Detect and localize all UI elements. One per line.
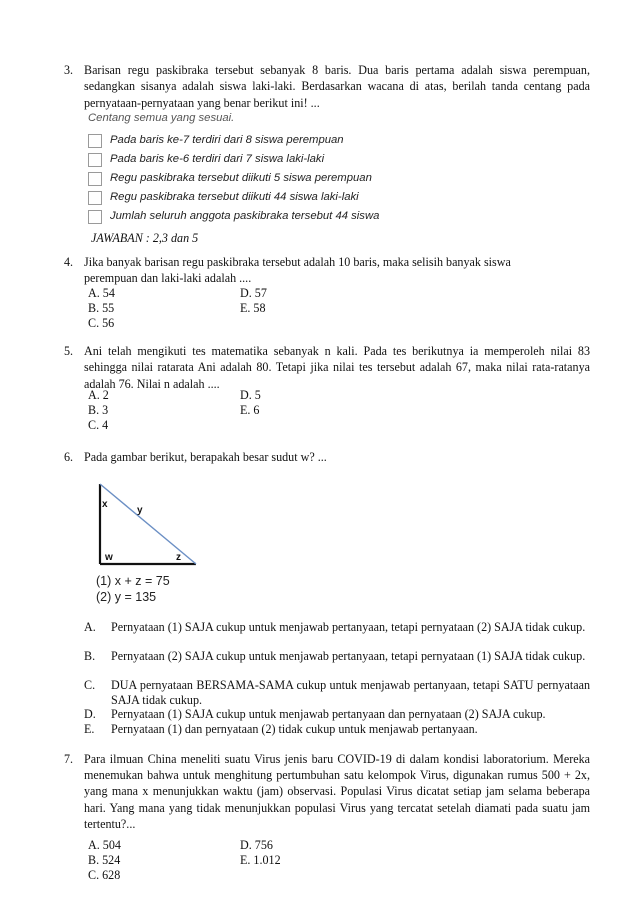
checkbox-icon[interactable] <box>88 153 102 167</box>
option-text: DUA pernyataan BERSAMA-SAMA cukup untuk menjawab pertanyaan, tetapi SATU pernyataan SAJA tidak cukup. <box>111 678 590 707</box>
checkbox-icon[interactable] <box>88 134 102 148</box>
q5-number: 5. <box>64 344 74 358</box>
option-letter: A. <box>84 620 96 634</box>
q7-option-d[interactable]: D. 756 <box>240 838 273 852</box>
q3-option-label: Pada baris ke-7 terdiri dari 8 siswa perempuan <box>110 134 344 146</box>
q6-number: 6. <box>64 450 74 464</box>
q3-text: Barisan regu paskibraka tersebut sebanyak 8 baris. Dua baris pertama adalah siswa perempuan, sedangkan sisanya adalah siswa laki-laki. Berdasarkan wacana di atas, berilah tanda centang pada pernyataan-pernyataan yang benar berikut ini! ... <box>84 63 590 110</box>
option-text: Pernyataan (2) SAJA cukup untuk menjawab pertanyaan, tetapi pernyataan (1) SAJA tidak cukup. <box>111 649 586 663</box>
q4-option-e[interactable]: E. 58 <box>240 301 266 315</box>
q7-option-a[interactable]: A. 504 <box>88 838 121 852</box>
q5-option-d[interactable]: D. 5 <box>240 388 261 402</box>
q6-text: Pada gambar berikut, berapakah besar sudut w? ... <box>84 450 327 464</box>
option-text: Pernyataan (1) dan pernyataan (2) tidak cukup untuk menjawab pertanyaan. <box>111 722 478 736</box>
option-letter: B. <box>84 649 96 663</box>
q5-text: Ani telah mengikuti tes matematika sebanyak n kali. Pada tes berikutnya ia memperoleh nilai 83 sehingga nilai ratarata Ani adalah 80. Tetapi jika nilai tes tersebut adalah 67, maka nilai rata-ratanya adalah 76. Nilai n adalah .... <box>84 344 590 391</box>
option-text: Pernyataan (1) SAJA cukup untuk menjawab pertanyaan, tetapi pernyataan (2) SAJA tidak cukup. <box>111 620 586 634</box>
q7-text: Para ilmuan China meneliti suatu Virus jenis baru COVID-19 di dalam kondisi laboratorium. Mereka menemukan bahwa untuk menghitung pertumbuhan satu kelompok Virus, digunakan rumus 500 + 2x, yang mana x menunjukkan waktu (jam) observasi. Populasi Virus dicatat setiap jam selama beberapa hari. Yang mana yang tidak menunjukkan populasi Virus yang tercatat setelah diamati pada suatu jam tertentu?... <box>84 752 590 831</box>
checkbox-icon[interactable] <box>88 191 102 205</box>
q7-number: 7. <box>64 752 74 766</box>
q4-option-c[interactable]: C. 56 <box>88 316 115 330</box>
q3-instruction: Centang semua yang sesuai. <box>88 112 235 124</box>
q7-option-b[interactable]: B. 524 <box>88 853 121 867</box>
q4-number: 4. <box>64 255 74 269</box>
q6-option-b[interactable] <box>84 649 590 679</box>
q4-option-b[interactable]: B. 55 <box>88 301 115 315</box>
q5-option-e[interactable]: E. 6 <box>240 403 260 417</box>
label-x: x <box>102 499 108 510</box>
q3-number: 3. <box>64 63 74 77</box>
q6-option-e[interactable] <box>84 722 590 738</box>
q3-option-label: Jumlah seluruh anggota paskibraka tersebut 44 siswa <box>110 210 380 222</box>
option-text: Pernyataan (1) SAJA cukup untuk menjawab pertanyaan dan pernyataan (2) SAJA cukup. <box>111 707 546 721</box>
q7-option-e[interactable]: E. 1.012 <box>240 853 281 867</box>
option-letter: C. <box>84 678 96 692</box>
q3-option-label: Regu paskibraka tersebut diikuti 5 siswa perempuan <box>110 172 372 184</box>
checkbox-icon[interactable] <box>88 210 102 224</box>
q5-option-a[interactable]: A. 2 <box>88 388 109 402</box>
q6-option-d[interactable] <box>84 707 590 723</box>
label-y: y <box>137 505 143 516</box>
option-letter: E. <box>84 722 95 736</box>
statement-2: (2) y = 135 <box>96 590 157 604</box>
label-z: z <box>176 552 181 563</box>
checkbox-icon[interactable] <box>88 172 102 186</box>
q4-text: Jika banyak barisan regu paskibraka tersebut adalah 10 baris, maka selisih banyak siswa perempuan dan laki-laki adalah .... <box>84 255 511 286</box>
q3-answer: JAWABAN : 2,3 dan 5 <box>91 231 199 245</box>
q3-option-label: Regu paskibraka tersebut diikuti 44 siswa laki-laki <box>110 191 359 203</box>
statement-1: (1) x + z = 75 <box>96 574 170 588</box>
q3-option-label: Pada baris ke-6 terdiri dari 7 siswa laki-laki <box>110 153 325 165</box>
q6-option-c[interactable] <box>84 678 590 708</box>
q6-option-a[interactable] <box>84 620 590 650</box>
q5-option-c[interactable]: C. 4 <box>88 418 109 432</box>
q4-option-d[interactable]: D. 57 <box>240 286 267 300</box>
q5-option-b[interactable]: B. 3 <box>88 403 109 417</box>
q4-option-a[interactable]: A. 54 <box>88 286 115 300</box>
option-letter: D. <box>84 707 96 721</box>
label-w: w <box>105 552 113 563</box>
q7-option-c[interactable]: C. 628 <box>88 868 121 882</box>
